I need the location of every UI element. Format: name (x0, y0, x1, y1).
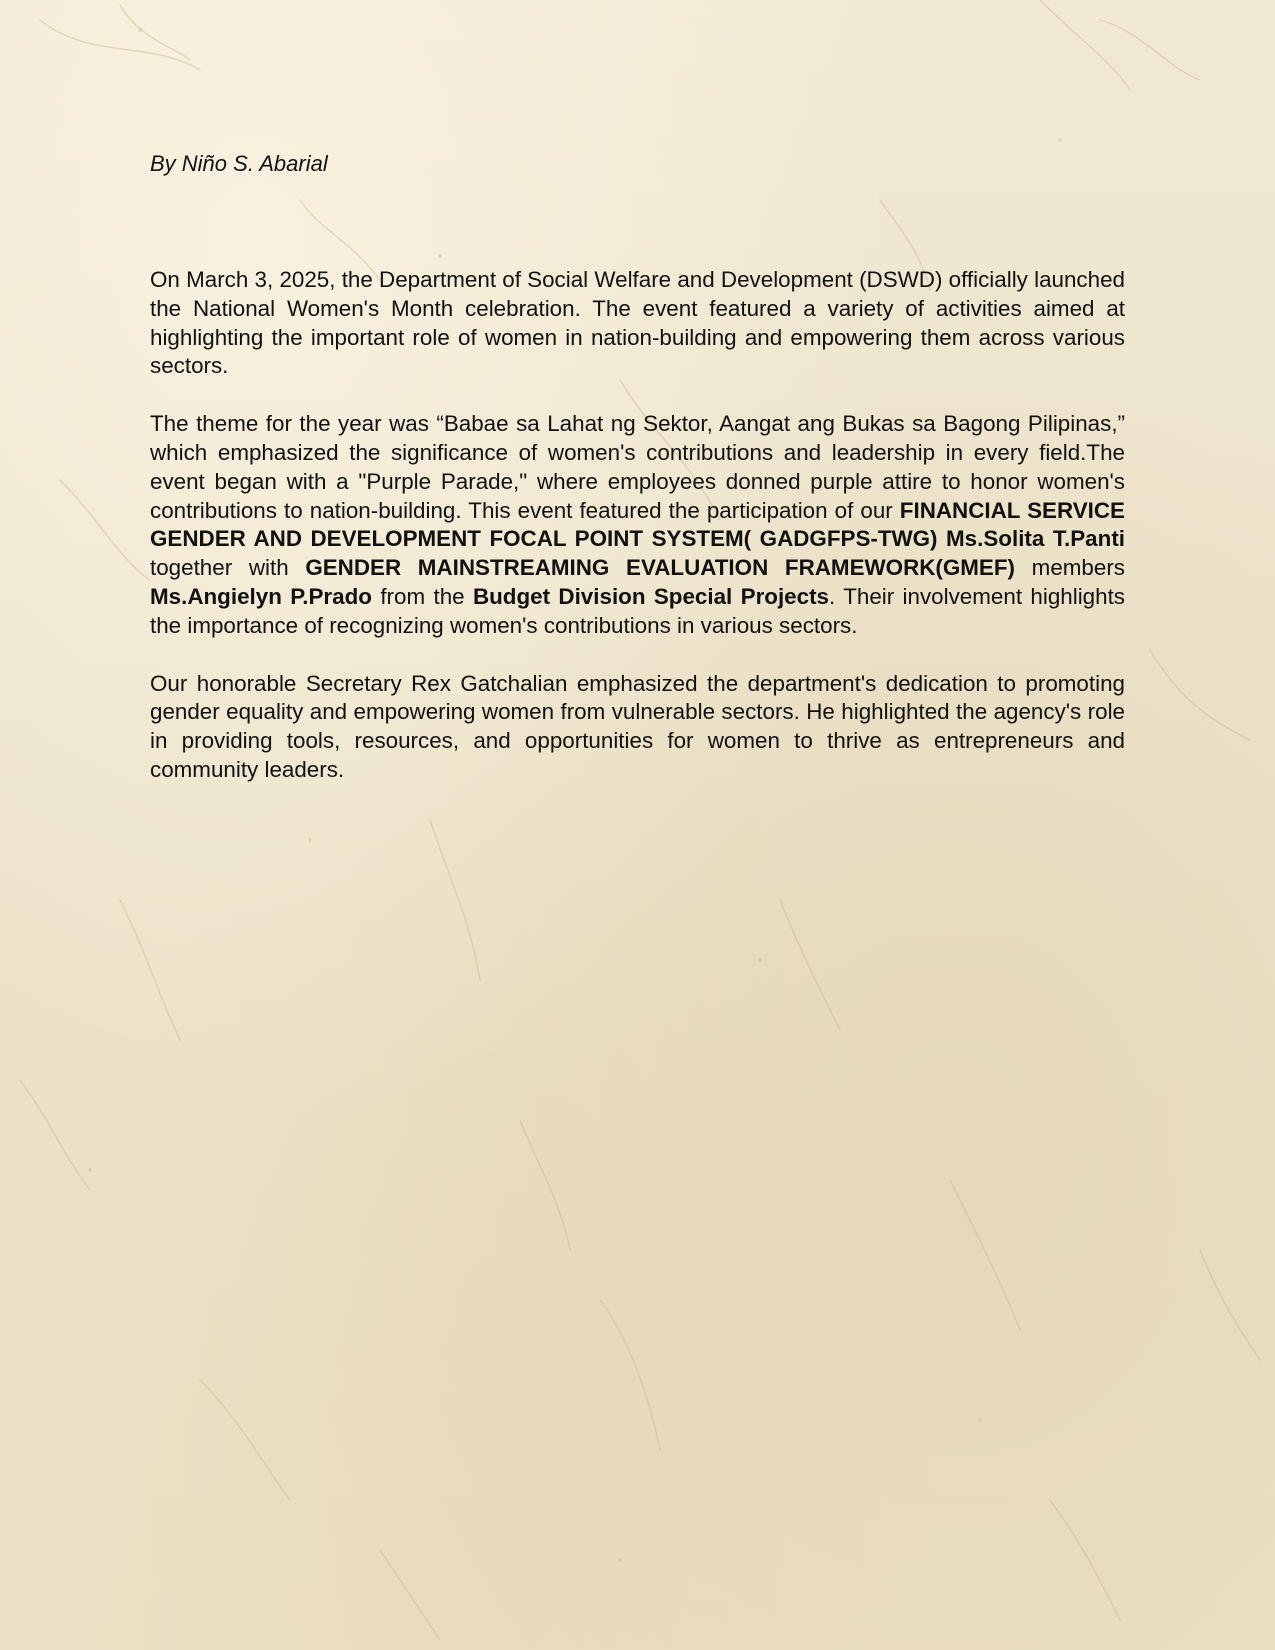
paragraph-theme-text-2: together with (150, 555, 306, 581)
paragraph-launch: On March 3, 2025, the Department of Social Welfare and Development (DSWD) officially launched the National Women's Month celebration. The event featured a variety of activities aimed at highlighting the important role of women in nation-building and empowering them across various sectors. (150, 267, 1125, 379)
paragraph-theme-text-4: from the (371, 583, 473, 609)
paragraph-theme (150, 410, 1125, 640)
document-page (150, 150, 1125, 814)
article-body (150, 266, 1125, 785)
participant-gadfps-panti: FINANCIAL SERVICE GENDER AND DEVELOPMENT FOCAL POINT SYSTEM( GADGFPS-TWG) Ms.Solita T.Panti (150, 497, 1125, 552)
participant-prado: Ms.Angielyn P.Prado (150, 583, 372, 609)
paragraph-theme-text-5: . Their involvement highlights the importance of recognizing women's contributions in various sectors. (150, 583, 1125, 638)
paragraph-theme-text-3: members (1015, 555, 1125, 581)
division-budget-special-projects: Budget Division Special Projects (472, 583, 830, 609)
byline: By Niño S. Abarial (150, 151, 328, 176)
paragraph-theme-text-1: The theme for the year was “Babae sa Lahat ng Sektor, Aangat ang Bukas sa Bagong Pilipinas,” which emphasized the significance of women's contributions and leadership in every field.The event began with a "Purple Parade," where employees donned purple attire to honor women's contributions to nation-building. This event featured the participation of our (150, 411, 1125, 523)
participant-gmef: GENDER MAINSTREAMING EVALUATION FRAMEWORK(GMEF) (305, 555, 1015, 581)
paragraph-secretary: Our honorable Secretary Rex Gatchalian emphasized the department's dedication to promoting gender equality and empowering women from vulnerable sectors. He highlighted the agency's role in providing tools, resources, and opportunities for women to thrive as entrepreneurs and community leaders. (150, 670, 1125, 782)
